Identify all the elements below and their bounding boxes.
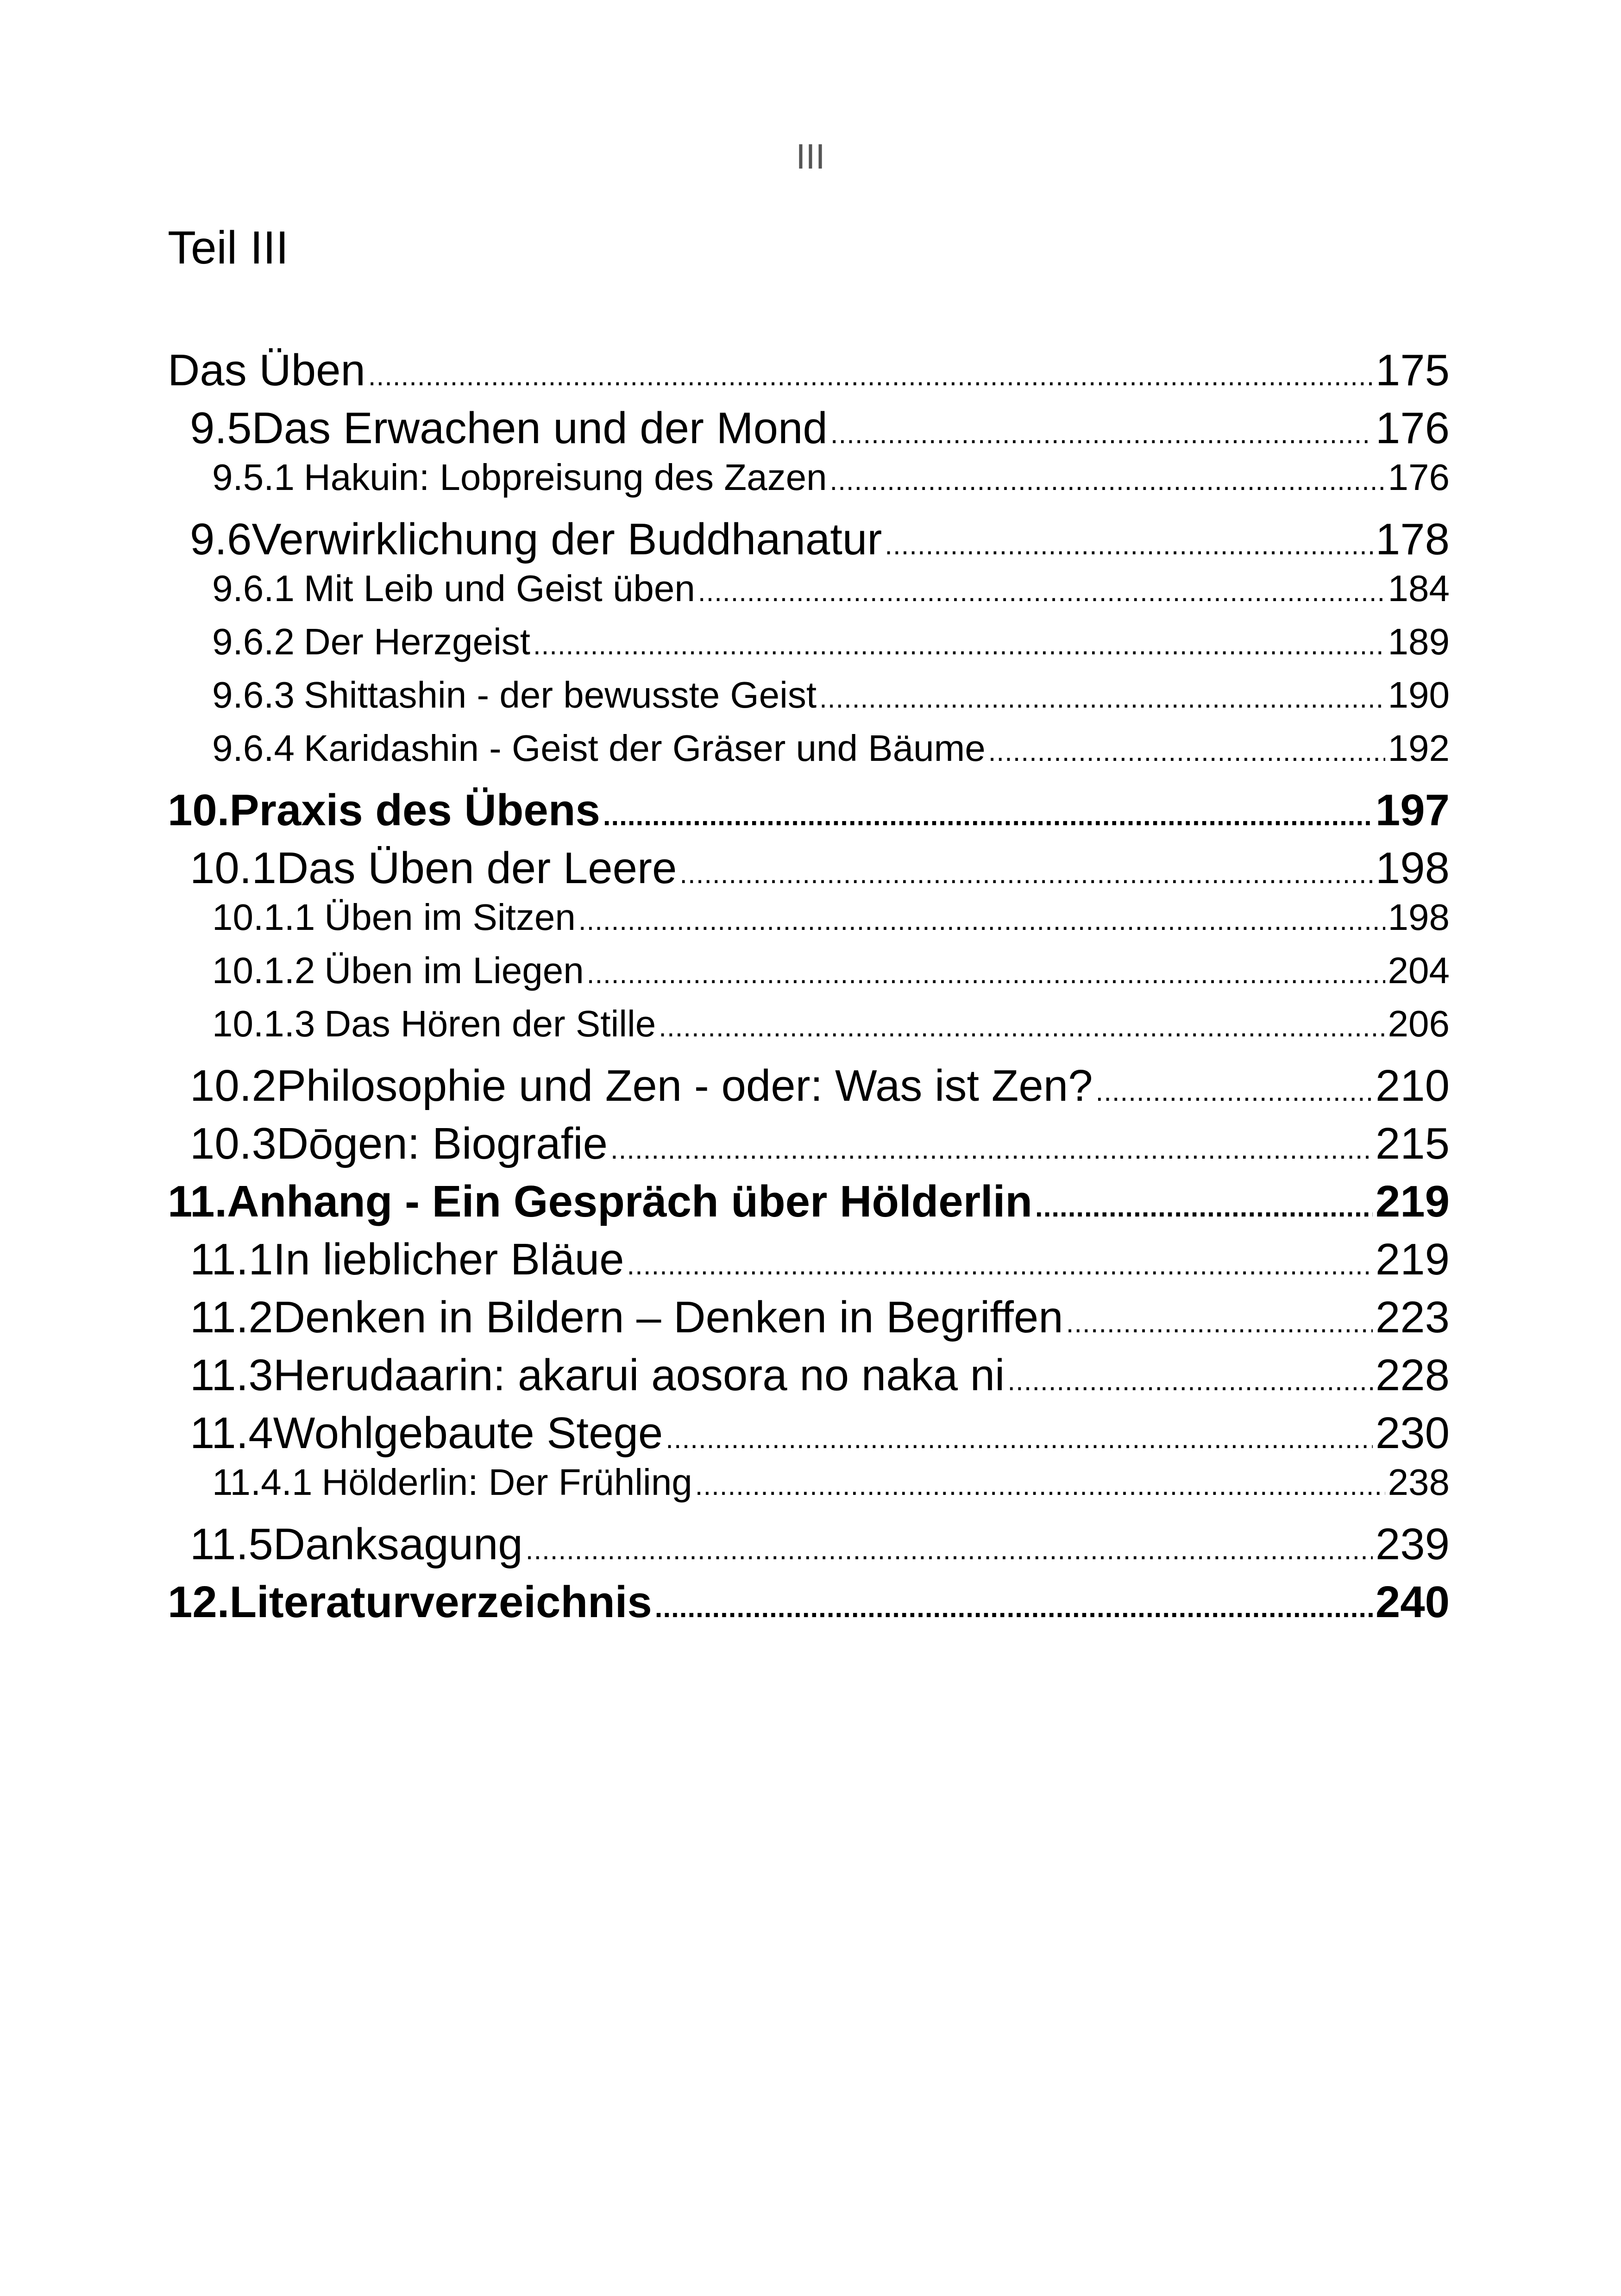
- dot-leader: [819, 682, 1385, 714]
- dot-leader: [695, 1469, 1385, 1501]
- dot-leader: [526, 1534, 1373, 1566]
- toc-entry-title: Üben im Liegen: [324, 950, 584, 991]
- toc-entry-title: Das Hören der Stille: [324, 1003, 656, 1044]
- toc-entry[interactable]: [168, 1461, 1450, 1504]
- toc-entry-number: 10.1: [190, 843, 276, 893]
- toc-entry[interactable]: [168, 1577, 1450, 1628]
- toc-entry-page: 198: [1388, 897, 1450, 938]
- toc-entry[interactable]: [168, 843, 1450, 894]
- toc-entry-page: 175: [1375, 345, 1450, 395]
- toc-entry-title: Shittashin - der bewusste Geist: [303, 674, 817, 715]
- toc-entry-number: 10.: [168, 785, 230, 835]
- dot-leader: [578, 904, 1385, 936]
- toc-entry-title: Dōgen: Biografie: [276, 1119, 608, 1168]
- toc-entry-page: 198: [1375, 843, 1450, 893]
- toc-entry[interactable]: [168, 949, 1450, 992]
- toc-entry[interactable]: [168, 514, 1450, 565]
- toc-entry-number: 10.1.3: [212, 1003, 315, 1044]
- toc-entry-number: 9.6.1: [212, 568, 295, 609]
- toc-entry-number: 11.1: [190, 1235, 273, 1284]
- toc-entry-number: 11.3: [190, 1350, 273, 1400]
- toc-entry[interactable]: [168, 1408, 1450, 1459]
- toc-entry-title: Das Üben: [168, 345, 365, 395]
- toc-entry-page: 223: [1375, 1292, 1450, 1342]
- dot-leader: [1066, 1307, 1373, 1339]
- toc-entry-page: 190: [1388, 674, 1450, 715]
- toc-entry-page: 197: [1375, 785, 1450, 835]
- toc-entry[interactable]: [168, 345, 1450, 396]
- dot-leader: [627, 1249, 1373, 1281]
- toc-entry-title: Philosophie und Zen - oder: Was ist Zen?: [276, 1061, 1093, 1110]
- part-title: Teil III: [168, 222, 289, 274]
- toc-entry-title: Wohlgebaute Stege: [273, 1408, 663, 1458]
- toc-entry-page: 204: [1388, 950, 1450, 991]
- toc-entry[interactable]: [168, 1003, 1450, 1045]
- toc-entry[interactable]: [168, 1176, 1450, 1227]
- toc-entry-title: Anhang - Ein Gespräch über Hölderlin: [227, 1177, 1033, 1226]
- toc-entry[interactable]: [168, 1118, 1450, 1169]
- toc-entry[interactable]: [168, 1519, 1450, 1570]
- toc-entry-page: 210: [1375, 1061, 1450, 1110]
- toc-entry-page: 240: [1375, 1577, 1450, 1627]
- toc-entry-page: 189: [1388, 621, 1450, 662]
- toc-entry-number: 12.: [168, 1577, 230, 1627]
- toc-entry-number: 10.1.2: [212, 950, 315, 991]
- dot-leader: [1007, 1365, 1372, 1397]
- toc-entry-number: 11.5: [190, 1519, 273, 1569]
- toc-entry-title: Das Erwachen und der Mond: [251, 403, 828, 453]
- dot-leader: [988, 735, 1385, 767]
- toc-entry-title: Literaturverzeichnis: [229, 1577, 652, 1627]
- dot-leader: [659, 1011, 1385, 1043]
- toc-entry-page: 176: [1388, 457, 1450, 498]
- toc-entry-page: 178: [1375, 514, 1450, 564]
- dot-leader: [610, 1133, 1373, 1165]
- toc-entry-number: 9.6.4: [212, 728, 295, 769]
- toc-entry-page: 230: [1375, 1408, 1450, 1458]
- toc-entry-number: 11.2: [190, 1292, 273, 1342]
- toc-entry-page: 219: [1375, 1235, 1450, 1284]
- toc-entry[interactable]: [168, 567, 1450, 610]
- toc-entry-title: Üben im Sitzen: [324, 897, 576, 938]
- dot-leader: [587, 958, 1385, 990]
- dot-leader: [666, 1423, 1373, 1455]
- toc-entry-number: 9.6: [190, 514, 252, 564]
- toc-entry-title: Danksagung: [273, 1519, 523, 1569]
- dot-leader: [679, 858, 1372, 890]
- toc-entry-title: Hölderlin: Der Frühling: [321, 1462, 692, 1503]
- toc-entry-number: 9.5: [190, 403, 252, 453]
- dot-leader: [655, 1592, 1373, 1624]
- toc-entry-page: 192: [1388, 728, 1450, 769]
- toc-entry[interactable]: [168, 1060, 1450, 1111]
- toc-entry-number: 10.2: [190, 1061, 276, 1110]
- toc-entry[interactable]: [168, 674, 1450, 716]
- toc-entry-number: 11.4: [190, 1408, 273, 1458]
- toc-entry-title: Denken in Bildern – Denken in Begriffen: [273, 1292, 1063, 1342]
- toc-entry-number: 11.4.1: [212, 1462, 313, 1503]
- dot-leader: [885, 529, 1373, 561]
- toc-entry-title: Verwirklichung der Buddhanatur: [251, 514, 882, 564]
- toc-entry[interactable]: [168, 1292, 1450, 1343]
- dot-leader: [603, 800, 1373, 832]
- toc-entry[interactable]: [168, 621, 1450, 663]
- toc-entry-number: 10.1.1: [212, 897, 315, 938]
- toc-entry[interactable]: [168, 456, 1450, 499]
- toc-entry-page: 176: [1375, 403, 1450, 453]
- toc-entry-number: 9.6.3: [212, 674, 295, 715]
- toc-entry-page: 238: [1388, 1462, 1450, 1503]
- toc-entry[interactable]: [168, 896, 1450, 939]
- toc-entry[interactable]: [168, 403, 1450, 454]
- toc-entry-number: 10.3: [190, 1119, 276, 1168]
- dot-leader: [1035, 1191, 1373, 1223]
- toc-entry[interactable]: [168, 727, 1450, 770]
- toc-entry-title: Hakuin: Lobpreisung des Zazen: [303, 457, 827, 498]
- toc-entry-title: Herudaarin: akarui aosora no naka ni: [273, 1350, 1005, 1400]
- toc-entry-page: 228: [1375, 1350, 1450, 1400]
- toc-entry-number: 11.: [168, 1177, 227, 1226]
- dot-leader: [830, 464, 1385, 496]
- toc-entry[interactable]: [168, 1234, 1450, 1285]
- dot-leader: [533, 629, 1385, 661]
- dot-leader: [698, 576, 1385, 608]
- toc-entry-page: 215: [1375, 1119, 1450, 1168]
- toc-entry-title: Der Herzgeist: [303, 621, 530, 662]
- toc-entry-number: 9.6.2: [212, 621, 295, 662]
- toc-entry-number: 9.5.1: [212, 457, 295, 498]
- toc-entry-title: Karidashin - Geist der Gräser und Bäume: [303, 728, 986, 769]
- toc-entry-title: Das Üben der Leere: [276, 843, 677, 893]
- toc-entry-page: 184: [1388, 568, 1450, 609]
- toc-entry[interactable]: [168, 785, 1450, 836]
- dot-leader: [368, 360, 1373, 392]
- toc-entry-title: Mit Leib und Geist üben: [303, 568, 695, 609]
- toc-entry-page: 239: [1375, 1519, 1450, 1569]
- dot-leader: [1096, 1075, 1373, 1107]
- toc-entry-title: In lieblicher Bläue: [273, 1235, 624, 1284]
- page-number: III: [796, 137, 825, 176]
- toc-entry-page: 219: [1375, 1177, 1450, 1226]
- toc-entry-page: 206: [1388, 1003, 1450, 1044]
- dot-leader: [830, 418, 1373, 450]
- toc-entry[interactable]: [168, 1350, 1450, 1401]
- toc-entry-title: Praxis des Übens: [229, 785, 600, 835]
